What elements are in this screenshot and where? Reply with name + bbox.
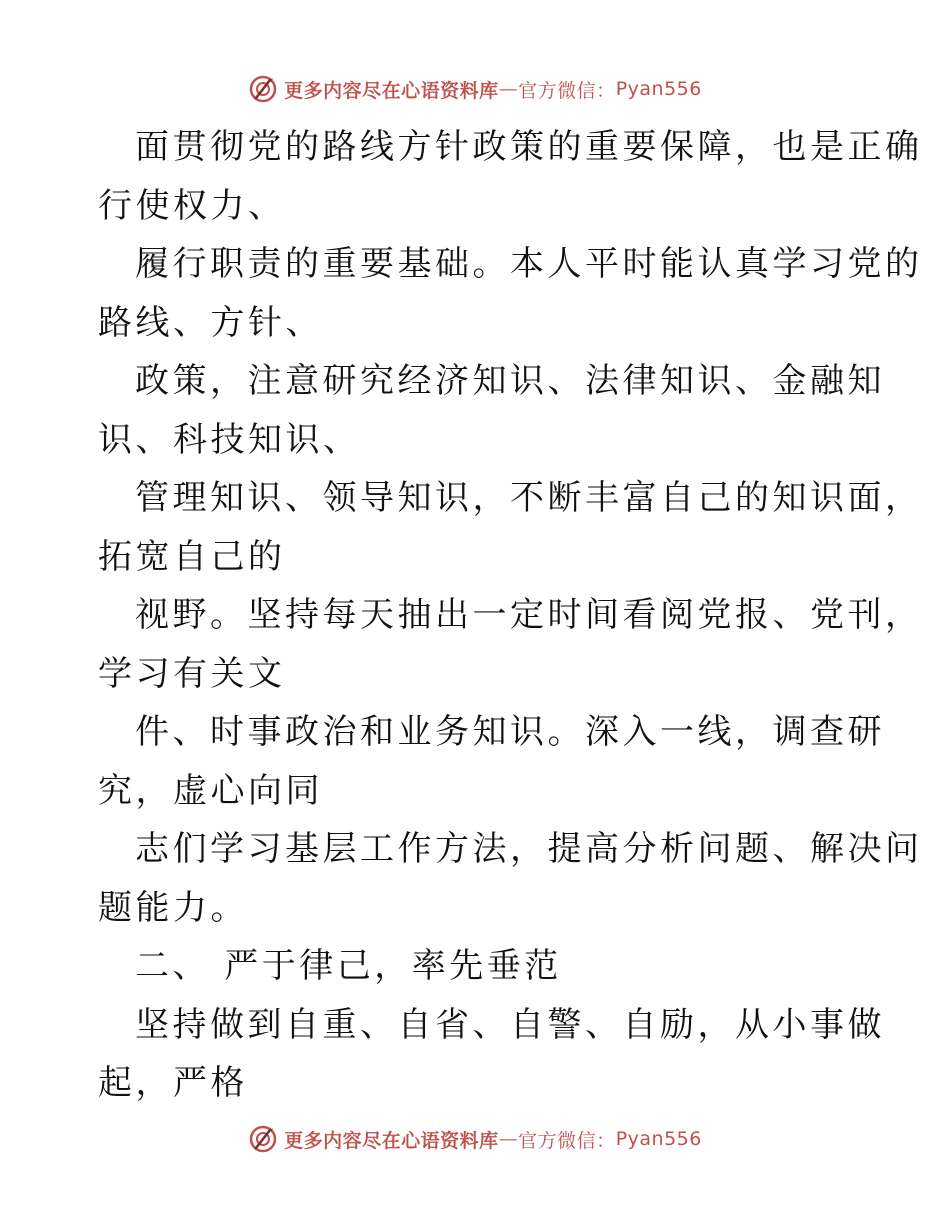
watermark-dash: — bbox=[498, 1128, 519, 1150]
watermark-main-text: 更多内容尽在心语资料库 bbox=[284, 79, 499, 102]
text-line: 视野。坚持每天抽出一定时间看阅党报、党刊， bbox=[135, 595, 923, 635]
text-line: 管理知识、领导知识，不断丰富自己的知识面， bbox=[135, 478, 923, 518]
text-line: 政策，注意研究经济知识、法律知识、金融知 bbox=[135, 361, 885, 401]
text-line: 拓宽自己的 bbox=[98, 536, 286, 577]
text-line: 学习有关文 bbox=[98, 653, 286, 694]
text-line: 面贯彻党的路线方针政策的重要保障，也是正确 bbox=[135, 127, 923, 167]
text-line: 题能力。 bbox=[98, 887, 248, 928]
footer-watermark bbox=[0, 1122, 950, 1156]
text-line: 识、科技知识、 bbox=[98, 419, 361, 460]
watermark-wechat-id: Pyan556 bbox=[615, 1128, 702, 1150]
watermark-wechat-id: Pyan556 bbox=[615, 78, 702, 100]
text-line: 坚持做到自重、自省、自警、自励，从小事做 bbox=[135, 1004, 885, 1045]
text-line: 件、时事政治和业务知识。深入一线，调查研 bbox=[135, 712, 885, 752]
watermark-sub-text: 官方微信： bbox=[518, 79, 616, 102]
text-line: 志们学习基层工作方法，提高分析问题、解决问 bbox=[135, 829, 923, 869]
watermark-sub-text: 官方微信： bbox=[518, 1129, 616, 1152]
text-line: 究，虚心向同 bbox=[98, 770, 323, 811]
watermark-dash: — bbox=[498, 78, 519, 100]
document-body bbox=[98, 118, 923, 1113]
logo-icon bbox=[248, 1124, 278, 1154]
header-watermark bbox=[0, 72, 950, 106]
text-line: 路线、方针、 bbox=[98, 302, 323, 343]
text-line: 起，严格 bbox=[98, 1063, 248, 1103]
text-line: 行使权力、 bbox=[98, 185, 286, 226]
section-heading: 二、 严于律己，率先垂范 bbox=[135, 946, 562, 986]
text-line: 履行职责的重要基础。本人平时能认真学习党的 bbox=[135, 244, 923, 284]
logo-icon bbox=[248, 74, 278, 104]
watermark-main-text: 更多内容尽在心语资料库 bbox=[284, 1129, 499, 1152]
